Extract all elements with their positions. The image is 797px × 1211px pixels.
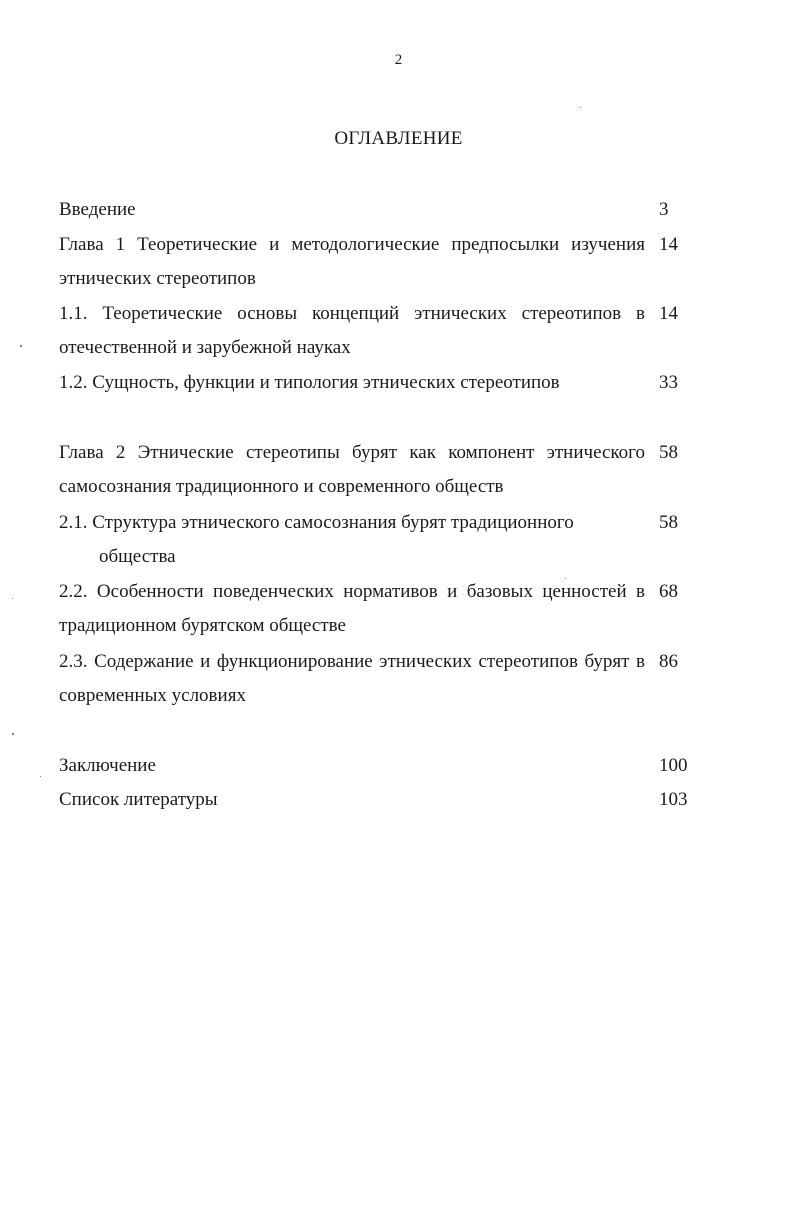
toc-entry-page: 58 bbox=[659, 442, 678, 463]
scan-speck bbox=[20, 345, 22, 347]
page-title: ОГЛАВЛЕНИЕ bbox=[334, 128, 463, 149]
toc-entry-bibliography bbox=[59, 783, 689, 817]
toc-entry-section-2-2 bbox=[59, 575, 689, 643]
toc-entry-text: Заключение bbox=[59, 755, 156, 776]
toc-entry-text: Глава 2 Этнические стереотипы бурят как компонент этнического самосознания традиционного и современного обществ bbox=[59, 442, 645, 497]
toc-entry-page: 33 bbox=[659, 372, 678, 393]
toc-entry-text: Список литературы bbox=[59, 789, 218, 810]
toc-entry-introduction bbox=[59, 193, 689, 227]
toc-entry-text: Введение bbox=[59, 199, 136, 220]
toc-entry-page: 58 bbox=[659, 512, 678, 533]
toc-entry-section-2-3 bbox=[59, 645, 689, 713]
toc-entry-page: 86 bbox=[659, 651, 678, 672]
toc-entry-page: 100 bbox=[659, 755, 688, 776]
toc-entry-page: 14 bbox=[659, 234, 678, 255]
toc-entry-text-continuation: общества bbox=[99, 546, 176, 567]
toc-entry-text: 1.2. Сущность, функции и типология этнических стереотипов bbox=[59, 372, 560, 393]
toc-entry-conclusion bbox=[59, 749, 689, 783]
toc-entry-page: 103 bbox=[659, 789, 688, 810]
toc-entry-section-1-2 bbox=[59, 366, 689, 400]
toc-entry-chapter-1 bbox=[59, 228, 689, 296]
scan-speck bbox=[12, 598, 13, 599]
scan-speck bbox=[40, 776, 41, 777]
toc-entry-section-2-1 bbox=[59, 506, 689, 574]
scan-speck bbox=[12, 733, 14, 735]
toc-entry-page: 68 bbox=[659, 581, 678, 602]
toc-entry-text: 2.1. Структура этнического самосознания бурят традиционного bbox=[59, 512, 574, 533]
toc-entry-text: 2.2. Особенности поведенческих нормативов и базовых ценностей в традиционном бурятском обществе bbox=[59, 581, 645, 636]
toc-entry-text: 2.3. Содержание и функционирование этнических стереотипов бурят в современных условиях bbox=[59, 651, 645, 706]
scan-speck bbox=[565, 578, 566, 579]
toc-entry-section-1-1 bbox=[59, 297, 689, 365]
toc-entry-text: 1.1. Теоретические основы концепций этнических стереотипов в отечественной и зарубежной науках bbox=[59, 303, 645, 358]
scan-speck bbox=[580, 107, 581, 108]
toc-entry-chapter-2 bbox=[59, 436, 689, 504]
toc-entry-page: 3 bbox=[659, 199, 669, 220]
toc-entry-text: Глава 1 Теоретические и методологические предпосылки изучения этнических стереотипов bbox=[59, 234, 645, 289]
toc-entry-page: 14 bbox=[659, 303, 678, 324]
page-number: 2 bbox=[394, 52, 403, 68]
